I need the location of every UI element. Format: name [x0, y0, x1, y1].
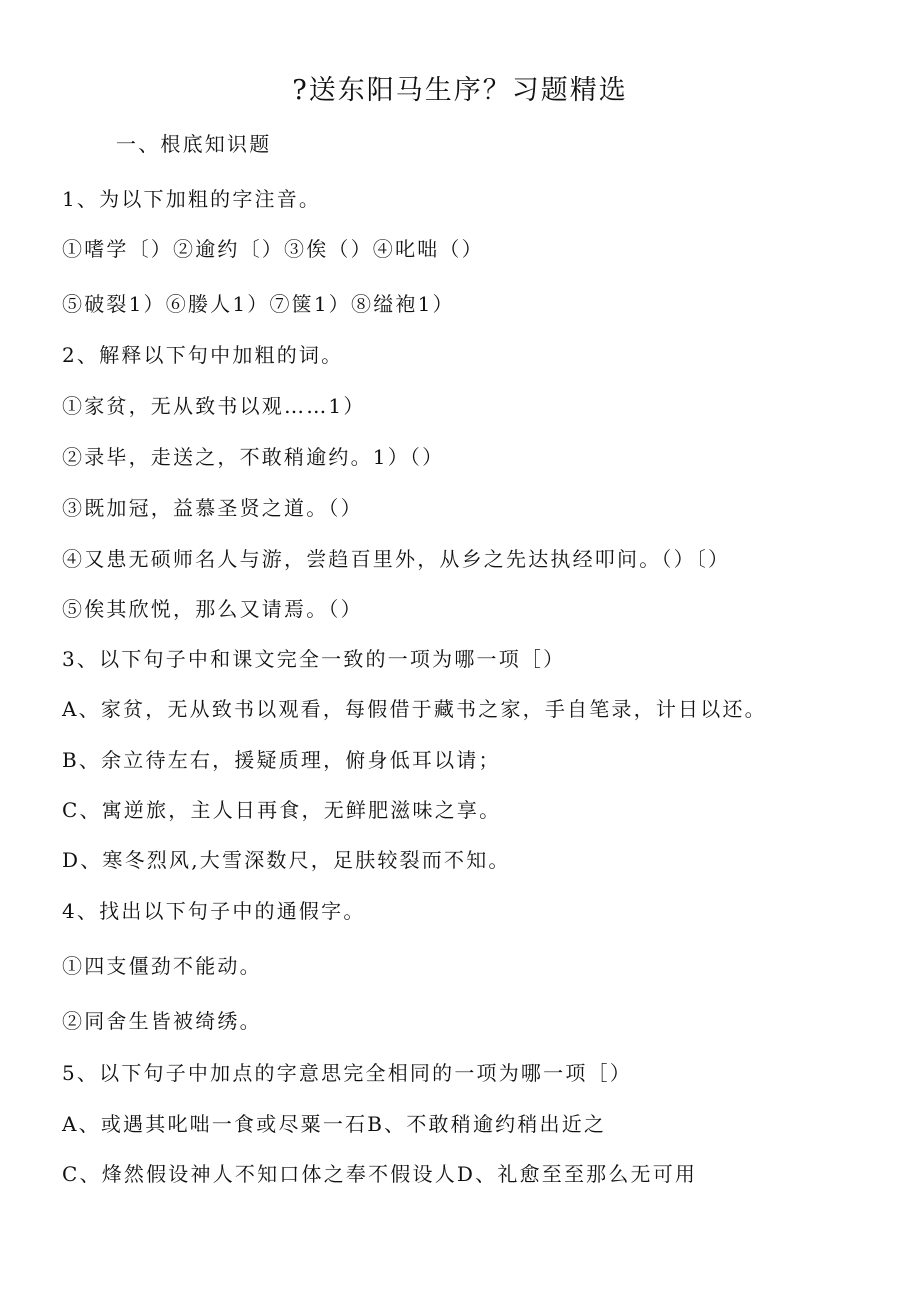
- section-heading: 一、根底知识题: [116, 132, 272, 156]
- question-2-item-2: ②录毕，走送之，不敢稍逾约。1）（）: [62, 445, 445, 469]
- question-4-item-1: ①四支僵劲不能动。: [62, 954, 262, 978]
- question-1-items-row-2: ⑤破裂1）⑥媵人1）⑦箧1）⑧缢袍1）: [62, 292, 455, 316]
- question-2-item-3: ③既加冠，益慕圣贤之道。（）: [62, 496, 363, 520]
- question-5-prompt: 5、以下句子中加点的字意思完全相同的一项为哪一项［）: [62, 1061, 632, 1085]
- question-5-options-ab: A、或遇其叱咄一食或尽粟一石B、不敢稍逾约稍出近之: [62, 1112, 607, 1136]
- question-2-prompt: 2、解释以下句中加粗的词。: [62, 343, 344, 367]
- question-2-item-4: ④又患无硕师名人与游，尝趋百里外，从乡之先达执经叩问。（）〔）: [62, 547, 731, 571]
- question-3-option-c: C、寓逆旅，主人日再食，无鲜肥滋味之享。: [62, 798, 502, 822]
- question-3-option-b: B、余立待左右，援疑质理，俯身低耳以请；: [62, 748, 501, 772]
- question-2-item-5: ⑤俟其欣悦，那么又请焉。（）: [62, 597, 363, 621]
- question-4-item-2: ②同舍生皆被绮绣。: [62, 1009, 262, 1033]
- question-4-prompt: 4、找出以下句子中的通假字。: [62, 899, 366, 923]
- question-1-prompt: 1、为以下加粗的字注音。: [62, 187, 322, 211]
- question-5-options-cd: C、烽然假设神人不知口体之奉不假设人D、礼愈至至那么无可用: [62, 1162, 698, 1186]
- question-2-item-1: ①家贫，无从致书以观……1）: [62, 394, 366, 418]
- question-1-items-row-1: ①嗜学〔）②逾约〔）③俟（）④叱咄（）: [62, 237, 484, 261]
- question-3-option-d: D、寒冬烈风,大雪深数尺，足肤较裂而不知。: [62, 848, 511, 872]
- question-3-option-a: A、家贫，无从致书以观看，每假借于藏书之家，手自笔录，计日以还。: [62, 697, 767, 721]
- question-3-prompt: 3、以下句子中和课文完全一致的一项为哪一项［）: [62, 647, 566, 671]
- document-title: ?送东阳马生序？习题精选: [292, 75, 628, 106]
